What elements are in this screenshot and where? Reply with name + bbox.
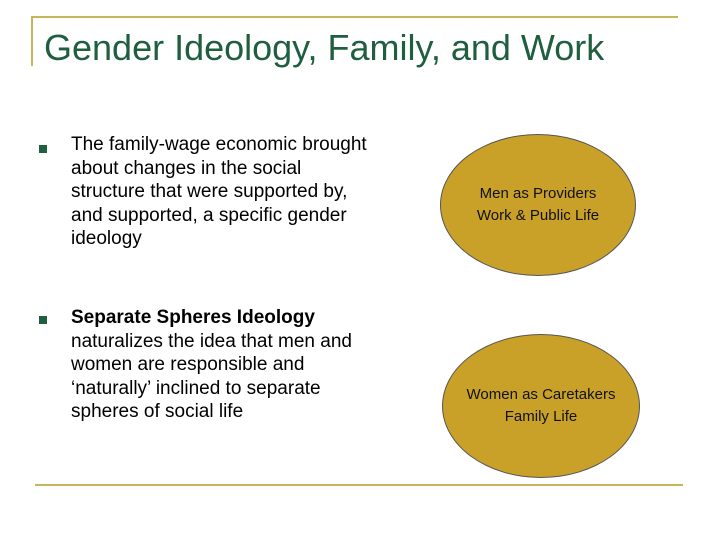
frame-left-line	[31, 16, 33, 66]
ellipse-label-line1: Men as Providers	[479, 185, 597, 202]
ellipse-label-line2: Work & Public Life	[476, 207, 600, 224]
ellipse-label-line1: Women as Caretakers	[466, 386, 616, 403]
slide-title: Gender Ideology, Family, and Work	[44, 27, 605, 68]
ellipse-women-caretakers	[442, 334, 640, 478]
bullet-square-icon	[39, 316, 47, 324]
bullet-text-separate-spheres	[71, 306, 371, 424]
frame-top-line	[31, 16, 678, 18]
frame-bottom-line	[35, 484, 683, 486]
bullet-text-rest: naturalizes the idea that men and women are responsible and ‘naturally’ inclined to separate spheres of social life	[71, 330, 352, 422]
bold-term: Separate Spheres Ideology	[71, 307, 315, 328]
bullet-text-family-wage: The family-wage economic brought about changes in the social structure that were supported by, and supported, a specific gender ideology	[71, 134, 367, 249]
bullet-square-icon	[39, 145, 47, 153]
ellipse-label-line2: Family Life	[504, 408, 578, 425]
ellipse-men-providers	[440, 134, 636, 276]
